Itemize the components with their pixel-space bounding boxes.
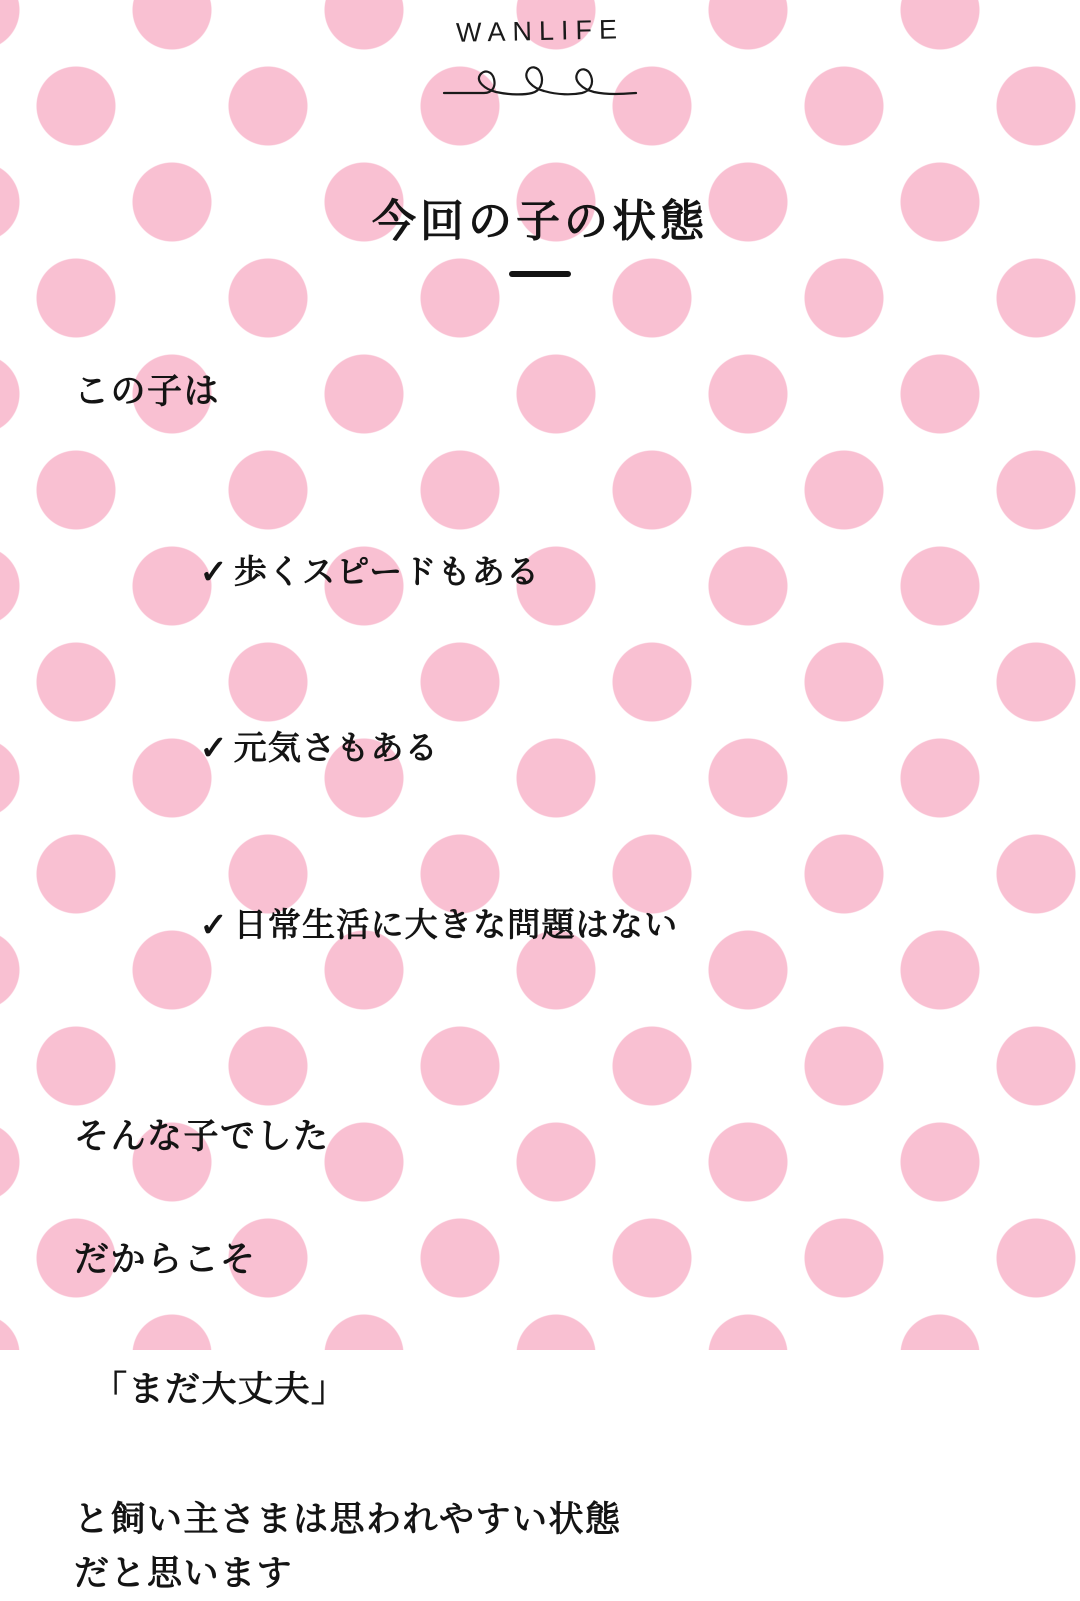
quote-line: 「まだ大丈夫」	[92, 1370, 348, 1410]
body-text	[74, 366, 1014, 1601]
list-item	[96, 485, 1014, 661]
intro-line: この子は	[74, 372, 221, 411]
list-item	[96, 837, 1014, 1013]
checklist	[96, 485, 1014, 1014]
list-item-label: 歩くスピードもある	[233, 553, 541, 591]
checkmark-icon: ✓	[199, 553, 229, 591]
closing-paragraph: と飼い主さまは思われやすい状態 だと思います	[74, 1499, 622, 1593]
list-item-label: 日常生活に大きな問題はない	[233, 905, 679, 943]
title-block	[0, 196, 1080, 277]
checkmark-icon: ✓	[199, 729, 229, 767]
title-divider	[509, 271, 571, 277]
brand-logo	[0, 16, 1080, 101]
list-item	[96, 661, 1014, 837]
spacer	[74, 1286, 1014, 1364]
spacer	[74, 1164, 1014, 1234]
triple-loop-flourish-icon	[440, 53, 640, 101]
page-title: 今回の子の状態	[372, 197, 708, 246]
brand-name: WANLIFE	[455, 14, 625, 48]
after-list-line: そんな子でした	[74, 1117, 330, 1157]
checkmark-icon: ✓	[199, 905, 229, 943]
spacer	[74, 1417, 1014, 1493]
spacer	[74, 1013, 1014, 1111]
therefore-line: だからこそ	[74, 1239, 257, 1279]
list-item-label: 元気さもある	[233, 729, 439, 767]
